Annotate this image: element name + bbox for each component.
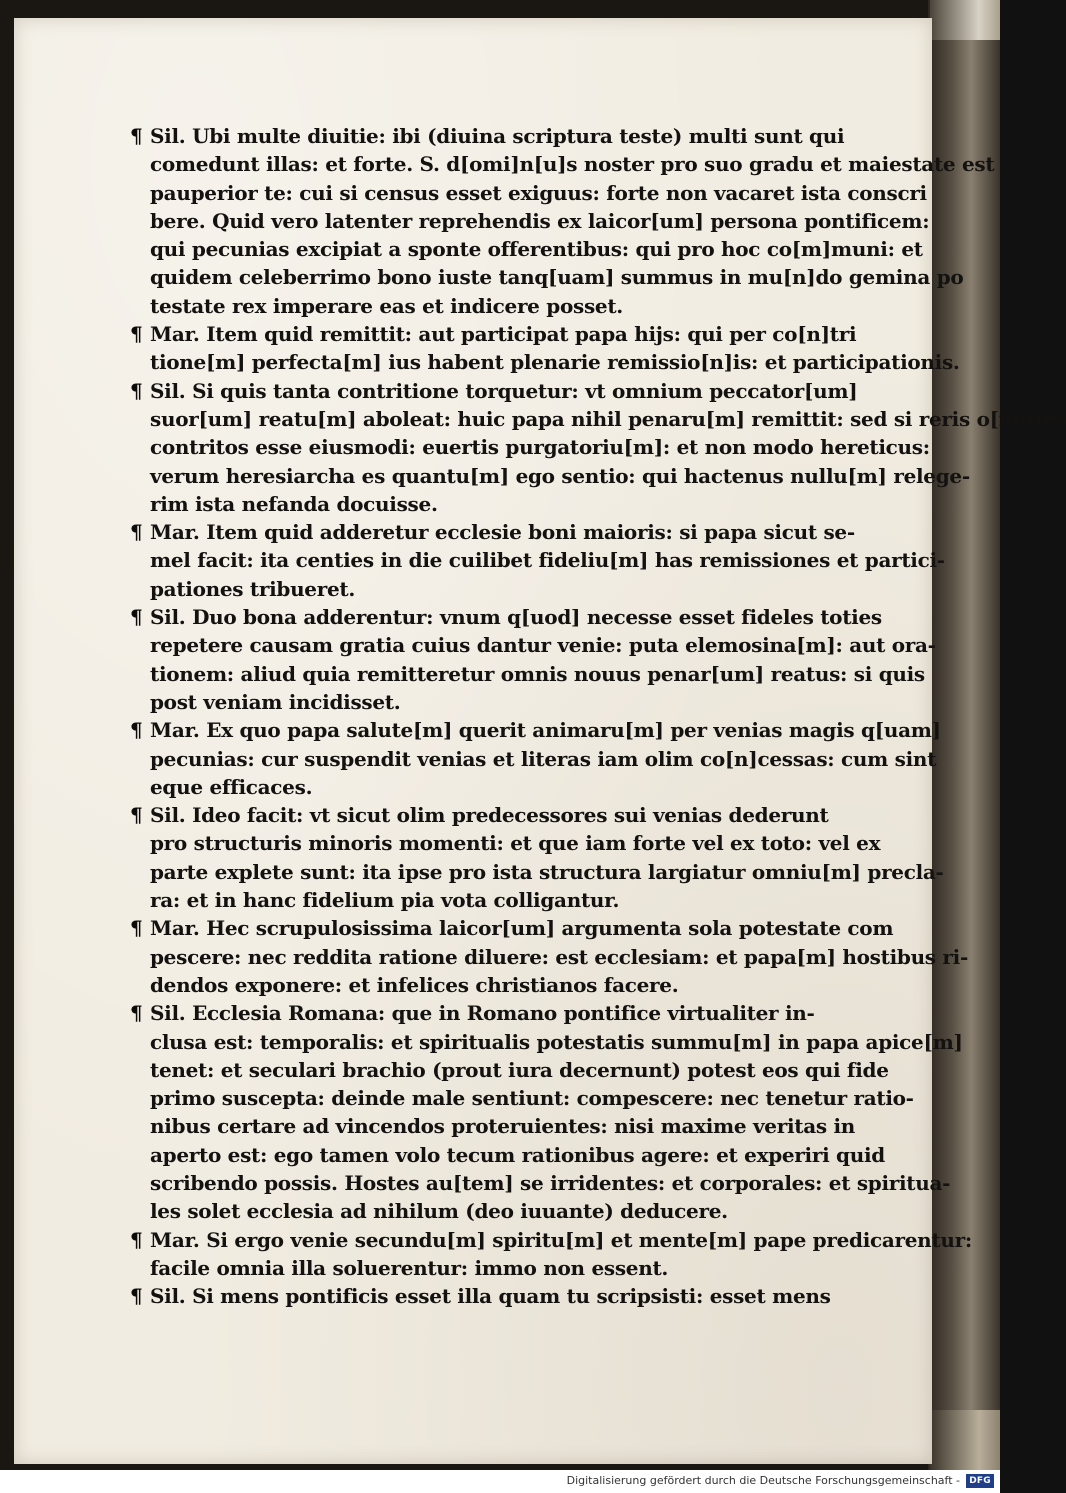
text-line	[130, 1056, 889, 1084]
text-line	[130, 1282, 875, 1310]
line-text: post veniam incidisset.	[150, 689, 401, 714]
line-text: tione[m] perfecta[m] ius habent plenarie remissio[n]is: et participationis.	[150, 350, 960, 375]
line-text: facile omnia illa soluerentur: immo non essent.	[150, 1255, 669, 1280]
paragraph-mark-icon: ¶	[130, 1227, 143, 1252]
digitization-footer	[0, 1470, 1000, 1493]
text-line	[130, 1141, 885, 1169]
line-text: clusa est: temporalis: et spiritualis potestatis summu[m] in papa apice[m]	[150, 1029, 963, 1054]
text-line	[130, 914, 894, 942]
line-text: pecunias: cur suspendit venias et literas iam olim co[n]cessas: cum sint	[150, 746, 937, 771]
paragraph-mark-icon: ¶	[130, 378, 143, 403]
line-text: tenet: et seculari brachio (prout iura decernunt) potest eos qui fide	[150, 1057, 889, 1082]
line-text: verum heresiarcha es quantu[m] ego sentio: qui hactenus nullu[m] relege-	[150, 463, 970, 488]
line-text: aperto est: ego tamen volo tecum rationibus agere: et experiri quid	[150, 1142, 885, 1167]
text-line	[130, 886, 875, 914]
paragraph-mark-icon: ¶	[130, 803, 143, 828]
text-line	[130, 1028, 963, 1056]
line-text: qui pecunias excipiat a sponte offerentibus: qui pro hoc co[m]muni: et	[150, 237, 923, 262]
text-line	[130, 971, 875, 999]
text-line	[130, 490, 875, 518]
line-text: mel facit: ita centies in die cuilibet fideliu[m] has remissiones et partici-	[150, 548, 945, 573]
line-text: Sil. Duo bona adderentur: vnum q[uod] necesse esset fideles toties	[150, 605, 882, 630]
paragraph-mark-icon: ¶	[130, 605, 143, 630]
dfg-logo-icon: DFG	[966, 1474, 994, 1488]
line-text: Sil. Si quis tanta contritione torquetur: vt omnium peccator[um]	[150, 378, 858, 403]
text-line	[130, 631, 936, 659]
line-text: Mar. Item quid adderetur ecclesie boni maioris: si papa sicut se-	[150, 520, 855, 545]
text-line	[130, 801, 875, 829]
line-text: Sil. Si mens pontificis esset illa quam tu scripsisti: esset mens	[150, 1284, 831, 1309]
line-text: dendos exponere: et infelices christianos facere.	[150, 972, 679, 997]
paragraph-mark-icon: ¶	[130, 520, 143, 545]
text-line	[130, 858, 944, 886]
line-text: pro structuris minoris momenti: et que iam forte vel ex toto: vel ex	[150, 831, 881, 856]
line-text: Mar. Si ergo venie secundu[m] spiritu[m] et mente[m] pape predicarentur:	[150, 1227, 972, 1252]
line-text: comedunt illas: et forte. S. d[omi]n[u]s noster pro suo gradu et maiestate est	[150, 152, 995, 177]
line-text: pationes tribueret.	[150, 576, 355, 601]
text-line	[130, 829, 881, 857]
text-line	[130, 179, 927, 207]
text-line	[130, 207, 930, 235]
line-text: pescere: nec reddita ratione diluere: est ecclesiam: et papa[m] hostibus ri-	[150, 944, 968, 969]
text-line	[130, 348, 960, 376]
text-line	[130, 433, 930, 461]
paragraph-mark-icon: ¶	[130, 1001, 143, 1026]
text-line	[130, 943, 968, 971]
line-text: suor[um] reatu[m] aboleat: huic papa nihil penaru[m] remittit: sed si reris o[mn]es	[150, 406, 1066, 431]
text-line	[130, 292, 875, 320]
text-line	[130, 575, 875, 603]
text-line	[130, 1254, 875, 1282]
line-text: repetere causam gratia cuius dantur venie: puta elemosina[m]: aut ora-	[150, 633, 936, 658]
spine-highlight-bottom	[930, 1410, 1000, 1470]
body-text	[130, 122, 1066, 1310]
text-line	[130, 462, 970, 490]
line-text: Mar. Ex quo papa salute[m] querit animaru[m] per venias magis q[uam]	[150, 718, 941, 743]
text-line	[130, 1226, 972, 1254]
line-text: ra: et in hanc fidelium pia vota colligantur.	[150, 888, 620, 913]
text-line	[130, 377, 875, 405]
line-text: bere. Quid vero latenter reprehendis ex laicor[um] persona pontificem:	[150, 208, 930, 233]
text-line	[130, 773, 875, 801]
text-line	[130, 263, 964, 291]
line-text: parte explete sunt: ita ipse pro ista structura largiatur omniu[m] precla-	[150, 859, 944, 884]
paragraph-mark-icon: ¶	[130, 1284, 143, 1309]
text-line	[130, 1197, 875, 1225]
text-line	[130, 745, 937, 773]
line-text: Mar. Hec scrupulosissima laicor[um] argumenta sola potestate com	[150, 916, 894, 941]
text-line	[130, 546, 945, 574]
line-text: nibus certare ad vincendos proteruientes: nisi maxime veritas in	[150, 1114, 856, 1139]
line-text: Sil. Ideo facit: vt sicut olim predecessores sui venias dederunt	[150, 803, 829, 828]
text-line	[130, 603, 882, 631]
line-text: quidem celeberrimo bono iuste tanq[uam] summus in mu[n]do gemina po	[150, 265, 964, 290]
text-line	[130, 320, 875, 348]
text-line	[130, 999, 875, 1027]
paragraph-mark-icon: ¶	[130, 916, 143, 941]
text-line	[130, 688, 875, 716]
text-line	[130, 1169, 951, 1197]
paragraph-mark-icon: ¶	[130, 718, 143, 743]
line-text: les solet ecclesia ad nihilum (deo iuuante) deducere.	[150, 1199, 728, 1224]
funding-credit: Digitalisierung gefördert durch die Deutsche Forschungsgemeinschaft -	[566, 1474, 960, 1487]
line-text: rim ista nefanda docuisse.	[150, 491, 438, 516]
text-line	[130, 660, 925, 688]
line-text: pauperior te: cui si census esset exiguus: forte non vacaret ista conscri	[150, 180, 927, 205]
text-line	[130, 716, 941, 744]
document-page	[14, 18, 1066, 1464]
text-line	[130, 1084, 914, 1112]
paragraph-mark-icon: ¶	[130, 322, 143, 347]
paragraph-mark-icon: ¶	[130, 124, 143, 148]
text-line	[130, 122, 875, 150]
line-text: Sil. Ecclesia Romana: que in Romano pontifice virtualiter in-	[150, 1001, 815, 1026]
spine-highlight-top	[930, 0, 1000, 40]
line-text: Mar. Item quid remittit: aut participat papa hijs: qui per co[n]tri	[150, 322, 857, 347]
line-text: Sil. Ubi multe diuitie: ibi (diuina scriptura teste) multi sunt qui	[150, 124, 845, 148]
line-text: testate rex imperare eas et indicere posset.	[150, 293, 623, 318]
line-text: scribendo possis. Hostes au[tem] se irridentes: et corporales: et spiritua-	[150, 1170, 951, 1195]
line-text: eque efficaces.	[150, 774, 313, 799]
text-line	[130, 235, 923, 263]
line-text: tionem: aliud quia remitteretur omnis nouus penar[um] reatus: si quis	[150, 661, 925, 686]
line-text: contritos esse eiusmodi: euertis purgatoriu[m]: et non modo hereticus:	[150, 435, 930, 460]
text-line	[130, 518, 875, 546]
line-text: primo suscepta: deinde male sentiunt: compescere: nec tenetur ratio-	[150, 1086, 914, 1111]
text-line	[130, 405, 1066, 433]
text-line	[130, 1112, 875, 1140]
text-line	[130, 150, 995, 178]
